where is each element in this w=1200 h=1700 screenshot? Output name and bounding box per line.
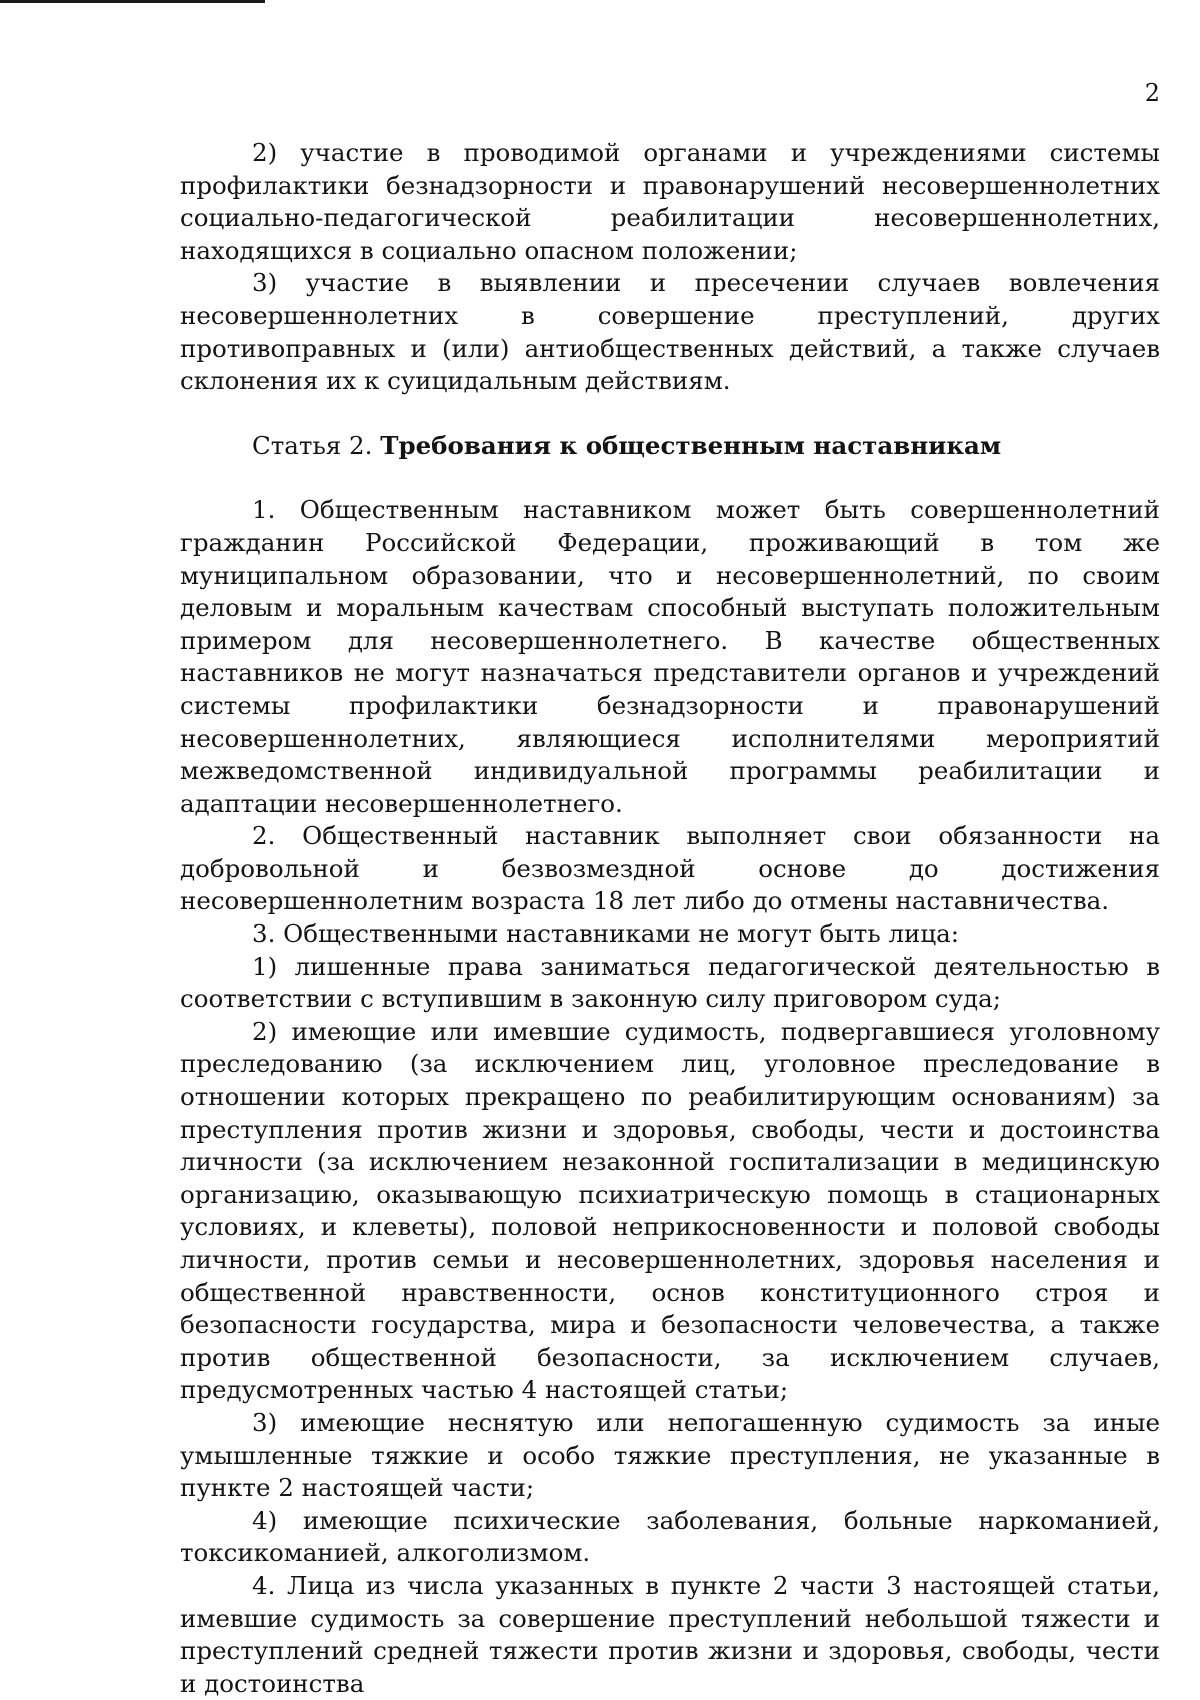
document-body bbox=[180, 137, 1160, 1700]
paragraph: 3. Общественными наставниками не могут быть лица: bbox=[252, 919, 959, 949]
top-rule bbox=[0, 0, 265, 3]
paragraph: 4. Лица из числа указанных в пункте 2 части 3 настоящей статьи, имевшие судимость за совершение преступлений небольшой тяжести и преступлений средней тяжести против жизни и здоровья, свободы, чести и достоинства bbox=[180, 1570, 1160, 1698]
paragraph: 2) имеющие или имевшие судимость, подвергавшиеся уголовному преследованию (за исключением лиц, уголовное преследование в отношении которых прекращено по реабилитирующим основаниям) за преступления против жизни и здоровья, свободы, чести и достоинства личности (за исключением незаконной госпитализации в медицинскую организацию, оказывающую психиатрическую помощь в стационарных условиях, и клеветы), половой неприкосновенности и половой свободы личности, против семьи и несовершеннолетних, здоровья населения и общественной нравственности, основ конституционного строя и безопасности государства, мира и безопасности человечества, а также против общественной безопасности, за исключением случаев, предусмотренных частью 4 настоящей статьи; bbox=[180, 1016, 1160, 1405]
paragraph: 4) имеющие психические заболевания, больные наркоманией, токсикоманией, алкоголизмом. bbox=[180, 1505, 1160, 1568]
article-label: Статья 2. bbox=[252, 430, 381, 460]
paragraph: 3) участие в выявлении и пресечении случаев вовлечения несовершеннолетних в совершение преступлений, других противоправных и (или) антиобщественных действий, а также случаев склонения их к суицидальным действиям. bbox=[180, 268, 1160, 396]
page-number: 2 bbox=[1144, 79, 1160, 107]
paragraph: 2. Общественный наставник выполняет свои обязанности на добровольной и безвозмездной основе до достижения несовершеннолетним возраста 18 лет либо до отмены наставничества. bbox=[180, 821, 1160, 916]
article-heading bbox=[180, 430, 1160, 463]
article-title: Требования к общественным наставникам bbox=[380, 430, 1002, 460]
paragraph: 1. Общественным наставником может быть совершеннолетний гражданин Российской Федерации, проживающий в том же муниципальном образовании, что и несовершеннолетний, по своим деловым и моральным качествам способный выступать положительным примером для несовершеннолетнего. В качестве общественных наставников не могут назначаться представители органов и учреждений системы профилактики безнадзорности и правонарушений несовершеннолетних, являющиеся исполнителями мероприятий межведомственной индивидуальной программы реабилитации и адаптации несовершеннолетнего. bbox=[180, 495, 1160, 818]
paragraph: 3) имеющие неснятую или непогашенную судимость за иные умышленные тяжкие и особо тяжкие преступления, не указанные в пункте 2 настоящей части; bbox=[180, 1407, 1160, 1503]
paragraph: 1) лишенные права заниматься педагогической деятельностью в соответствии с вступившим в законную силу приговором суда; bbox=[180, 951, 1160, 1014]
paragraph: 2) участие в проводимой органами и учреждениями системы профилактики безнадзорности и правонарушений несовершеннолетних социально-педагогической реабилитации несовершеннолетних, находящихся в социально опасном положении; bbox=[180, 138, 1160, 265]
